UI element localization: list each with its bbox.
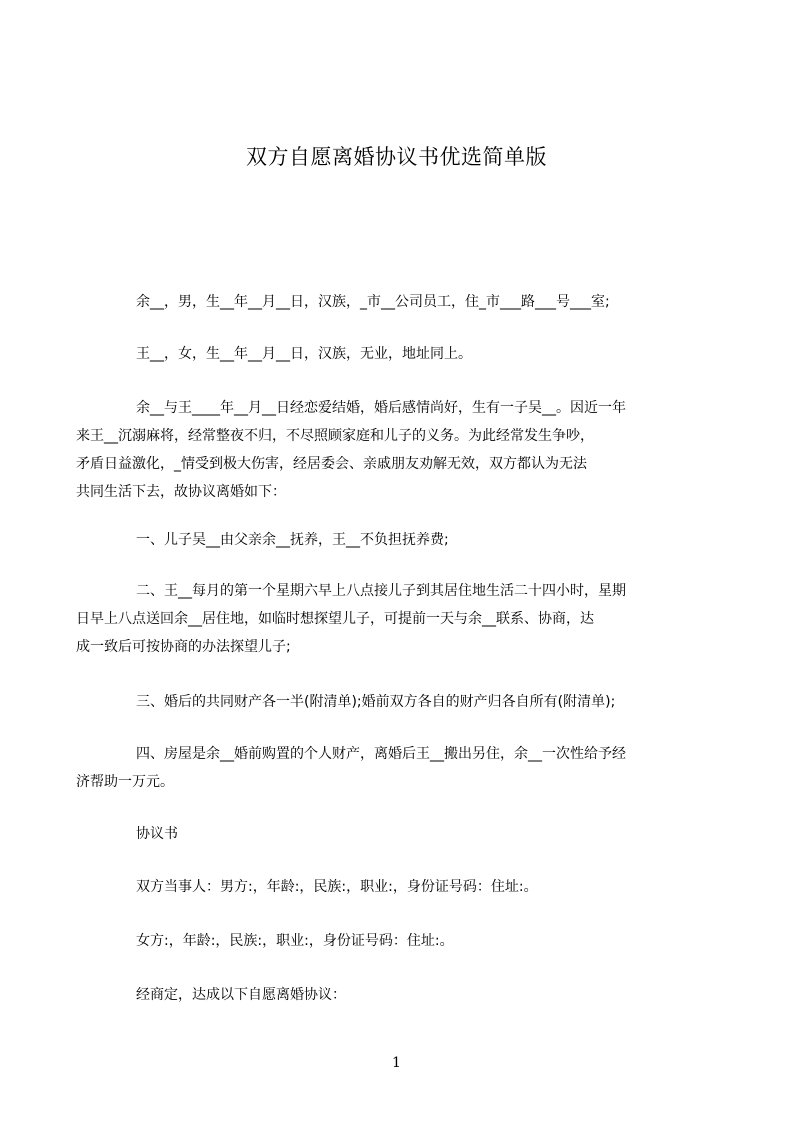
parties-female-line [76,927,704,955]
document-title: 双方自愿离婚协议书优选简单版 [246,145,547,169]
paragraph-line: 共同生活下去，故协议离婚如下： [76,484,286,500]
paragraph-background [76,394,704,506]
paragraph-line: 二、王__每月的第一个星期六早上八点接儿子到其居住地生活二十四小时，星期 [136,583,626,599]
paragraph-line: 经商定，达成以下自愿离婚协议： [136,987,346,1003]
paragraph-line: 王__，女，生__年__月__日，汉族，无业，地址同上。 [136,346,472,362]
paragraph-line: 日早上八点送回余__居住地，如临时想探望儿子，可提前一天与余__联系、协商，达 [76,611,594,627]
paragraph-line: 协议书 [136,826,178,842]
agreement-intro-line [76,981,704,1009]
clause-two [76,577,704,661]
agreement-heading [76,820,704,848]
page-number: 1 [392,1055,401,1071]
paragraph-line: 余__与王____年__月__日经恋爱结婚，婚后感情尚好，生有一子吴__。因近一年 [136,400,626,416]
paragraph-male-party [76,288,704,316]
paragraph-line: 来王__沉溺麻将，经常整夜不归，不尽照顾家庭和儿子的义务。为此经常发生争吵， [76,428,594,444]
paragraph-line: 成一致后可按协商的办法探望儿子; [76,639,291,655]
clause-three [76,688,704,716]
paragraph-line: 三、婚后的共同财产各一半(附清单);婚前双方各自的财产归各自所有(附清单); [136,694,616,710]
parties-male-line [76,873,704,901]
paragraph-line: 济帮助一万元。 [76,774,174,790]
paragraph-line: 矛盾日益激化，_情受到极大伤害，经居委会、亲戚朋友劝解无效，双方都认为无法 [76,456,587,472]
paragraph-female-party [76,340,704,368]
paragraph-line: 余__，男，生__年__月__日，汉族，_市__公司员工，住_市___路___号___室; [136,294,610,310]
paragraph-line: 一、儿子吴__由父亲余__抚养，王__不负担抚养费; [136,532,449,548]
paragraph-line: 女方:，年龄:，民族:，职业:，身份证号码：住址:。 [136,933,454,949]
clause-four [76,740,704,796]
clause-one [76,526,704,554]
paragraph-line: 双方当事人：男方:，年龄:，民族:，职业:，身份证号码：住址:。 [136,879,538,895]
paragraph-line: 四、房屋是余__婚前购置的个人财产，离婚后王__搬出另住，余__一次性给予经 [136,746,626,762]
